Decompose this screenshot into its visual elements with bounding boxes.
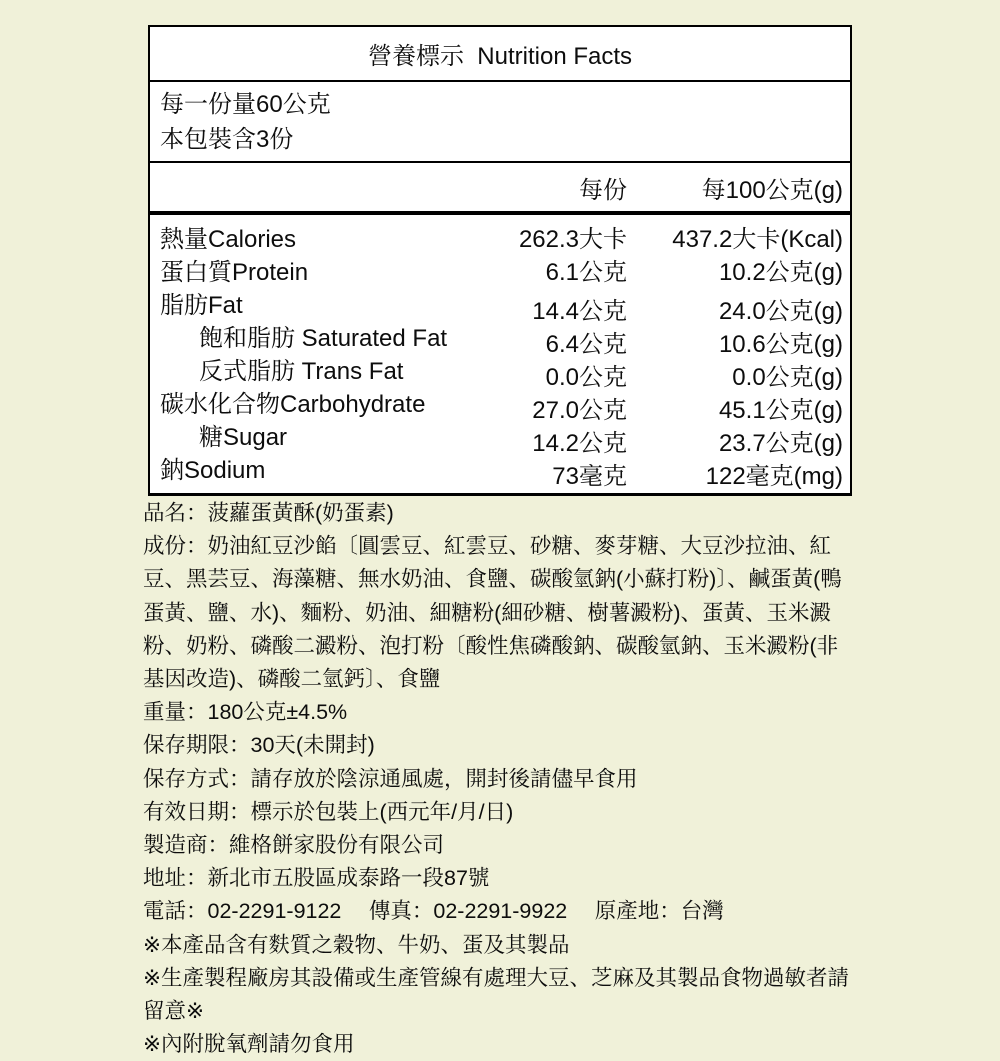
servings-per-package-text: 本包裝含3份: [160, 126, 294, 153]
info-line-contact: 電話：02-2291-9122 傳真：02-2291-9922 原產地：台灣: [143, 899, 724, 924]
nutrient-per-serving: 6.4公克: [545, 331, 627, 358]
nutrient-label: 飽和脂肪 Saturated Fat: [199, 325, 448, 352]
nutrient-per-serving: 14.2公克: [532, 430, 627, 457]
nutrition-facts-table: [148, 25, 852, 496]
info-line-product-name: 品名：菠蘿蛋黃酥(奶蛋素): [143, 501, 394, 525]
nutrient-per-100g: 437.2大卡(Kcal): [672, 226, 843, 253]
nutrient-per-serving: 73毫克: [552, 463, 627, 490]
nutrient-row-calories: [160, 223, 843, 256]
nutrient-per-100g: 24.0公克(g): [718, 298, 843, 325]
info-line-storage: 保存方式：請存放於陰涼通風處，開封後請儘早食用: [143, 766, 638, 791]
nutrient-per-serving: 14.4公克: [532, 298, 627, 325]
nutrient-per-100g: 0.0公克(g): [732, 364, 843, 391]
nutrient-per-serving: 6.1公克: [545, 259, 627, 286]
info-line-address: 地址：新北市五股區成泰路一段87號: [143, 866, 490, 891]
nutrient-per-100g: 10.2公克(g): [718, 259, 843, 286]
nutrient-rows: [150, 215, 850, 493]
info-line-allergen-soy-sesame: ※生產製程廠房其設備或生產管線有處理大豆、芝麻及其製品食物過敏者請留意※: [143, 965, 850, 1024]
nutrient-label: 反式脂肪 Trans Fat: [199, 358, 404, 385]
nutrient-label: 鈉Sodium: [160, 457, 266, 484]
nutrient-per-100g: 10.6公克(g): [718, 331, 843, 358]
info-line-shelf-life: 保存期限：30天(未開封): [143, 733, 375, 758]
column-header-row: [150, 163, 850, 215]
nutrient-per-100g: 122毫克(mg): [705, 463, 843, 490]
nutrient-per-serving: 262.3大卡: [518, 226, 627, 253]
nutrient-per-100g: 45.1公克(g): [718, 397, 843, 424]
nutrient-per-serving: 27.0公克: [532, 397, 627, 424]
column-header-per-100g: 每100公克(g): [701, 176, 843, 204]
info-line-deoxidizer-warning: ※內附脫氧劑請勿食用: [143, 1032, 355, 1057]
nutrient-row-fat: [160, 289, 843, 325]
table-title: 營養標示 Nutrition Facts: [150, 27, 850, 82]
nutrient-label: 熱量Calories: [160, 226, 297, 253]
nutrient-label: 碳水化合物Carbohydrate: [160, 391, 426, 418]
nutrient-label: 糖Sugar: [199, 424, 288, 451]
info-line-manufacturer: 製造商：維格餅家股份有限公司: [143, 833, 445, 858]
serving-info: [150, 82, 850, 163]
info-line-weight: 重量：180公克±4.5%: [143, 700, 348, 725]
nutrient-per-serving: 0.0公克: [545, 364, 627, 391]
nutrient-per-100g: 23.7公克(g): [718, 430, 843, 457]
info-line-ingredients: 成份：奶油紅豆沙餡〔圓雲豆、紅雲豆、砂糖、麥芽糖、大豆沙拉油、紅豆、黑芸豆、海藻糖、無水奶油、食鹽、碳酸氫鈉(小蘇打粉)〕、鹹蛋黃(鴨蛋黃、鹽、水)、麵粉、奶油、細糖粉(細砂糖、樹薯澱粉)、蛋黃、玉米澱粉、奶粉、磷酸二澱粉、泡打粉〔酸性焦磷酸鈉、碳酸氫鈉、玉米澱粉(非基因改造)、磷酸二氫鈣〕、食鹽: [143, 534, 842, 692]
info-line-allergen-grain-milk-egg: ※本產品含有麩質之穀物、牛奶、蛋及其製品: [143, 932, 570, 957]
nutrient-row-protein: [160, 256, 843, 289]
column-header-per-serving: 每份: [579, 176, 627, 204]
nutrient-label: 蛋白質Protein: [160, 259, 309, 286]
serving-size-text: 每一份量60公克: [160, 91, 331, 118]
product-info-block: [143, 497, 854, 1061]
nutrient-label: 脂肪Fat: [160, 292, 243, 319]
info-line-expiry-date: 有效日期：標示於包裝上(西元年/月/日): [143, 799, 514, 824]
